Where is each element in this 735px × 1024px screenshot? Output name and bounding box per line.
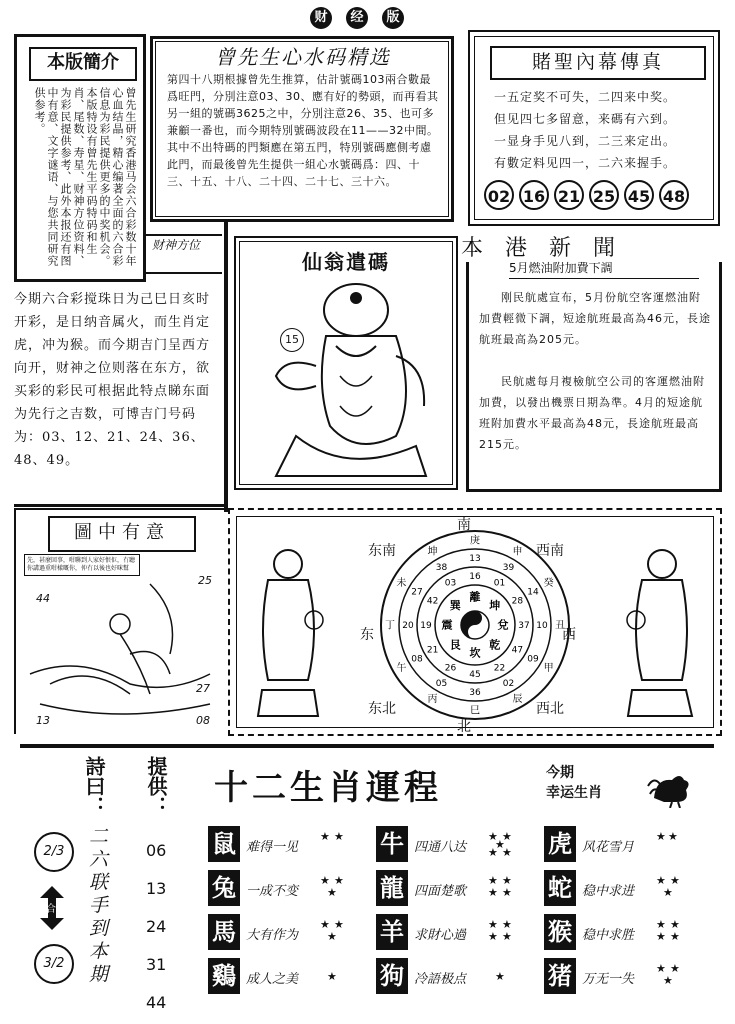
wheel-outer-label: 未 [396, 577, 407, 589]
wheel-trigram: 震 [441, 618, 453, 632]
zodiac-fortune: 一成不变 [246, 884, 299, 899]
zodiac-animal: 馬 [208, 914, 240, 950]
zodiac-fortune: 风花雪月 [582, 840, 635, 855]
zodiac-animal: 羊 [376, 914, 408, 950]
zodiac-fortune: 四通八达 [414, 840, 467, 855]
road-line: 但见四七多留意，来碼有六到。 [494, 112, 677, 126]
tuzhong-num: 08 [196, 714, 210, 727]
wheel-number: 39 [502, 563, 515, 573]
wheel-trigram: 坤 [489, 598, 501, 612]
tuzhong-num: 27 [196, 682, 210, 695]
star-icon: ★ [334, 918, 344, 931]
star-icon: ★ [488, 918, 498, 931]
intro-col: 生肖、尾数、寿星、财神方位 [72, 87, 98, 255]
star-icon: ★ [327, 886, 337, 899]
star-icon: ★ [488, 930, 498, 943]
intro-col: 资料、为彩民提供参考、 [59, 87, 85, 267]
wheel-outer-label: 申 [512, 546, 523, 558]
road-balls [484, 180, 694, 210]
zodiac-title: 十二生肖運程 [214, 768, 442, 808]
zeng-panel [150, 36, 454, 222]
zeng-body: 第四十八期根據曾先生推算，估計號碼103兩合數最爲旺門，分別注意03、30、應有好的勢頭，而再看其另一組的號碼3625之中，分別注意26、35、也可多兼顧一番也，而今期特別號碼波段在11——32中間。其中不出特碼的門類應在第五門，特別號碼應側考慮此門，而最後曾先生提供一組心水號碼爲：四、十三、十五、十八、二十四、二十七、三十六。 [167, 73, 439, 188]
zodiac-item [208, 826, 368, 866]
wheel-number: 19 [420, 621, 432, 631]
star-icon: ★ [327, 970, 337, 983]
zodiac-animal: 鼠 [208, 826, 240, 862]
wheel-trigram: 乾 [489, 638, 501, 652]
star-icon: ★ [502, 846, 512, 859]
zodiac-fortune: 求財心過 [414, 928, 467, 943]
immortal-number: 15 [280, 328, 304, 352]
zodiac-item [208, 870, 368, 910]
wheel-number: 37 [518, 621, 530, 631]
intro-col: 曾先生研究香港马会六合彩数十年 [124, 87, 137, 267]
poem-label-text: 詩曰： [82, 756, 106, 816]
poem-circle-2: 3/2 [34, 944, 74, 984]
he-arrow-icon [40, 886, 64, 930]
wheel-outer-label: 午 [396, 662, 407, 674]
news-subtitle: 5月燃油附加費下調 [509, 259, 699, 279]
zodiac-item [208, 914, 368, 954]
star-icon: ★ [670, 918, 680, 931]
wheel-number: 45 [469, 670, 481, 680]
tigong-num: 31 [146, 955, 167, 974]
divider [20, 744, 714, 748]
star-icon: ★ [663, 974, 673, 987]
wheel-number: 02 [502, 679, 515, 689]
wheel-outer-label: 甲 [543, 662, 554, 674]
dir-southeast: 东南 [368, 543, 396, 559]
star-icon: ★ [320, 918, 330, 931]
road-line: 有數定料见四一，二六来握手。 [494, 156, 677, 170]
star-icon: ★ [502, 918, 512, 931]
star-icon: ★ [656, 830, 666, 843]
star-icon: ★ [656, 918, 666, 931]
zodiac-animal: 兔 [208, 870, 240, 906]
wheel-number: 14 [527, 587, 539, 598]
star-icon: ★ [495, 970, 505, 983]
wheel-outer-label: 巳 [470, 705, 480, 717]
zodiac-item [544, 826, 704, 866]
figure-right-icon [616, 540, 702, 720]
wheel-trigram: 離 [469, 590, 481, 604]
wheel-outer-label: 丁 [385, 620, 395, 632]
star-icon: ★ [502, 930, 512, 943]
star-icon: ★ [320, 830, 330, 843]
zodiac-fortune: 大有作为 [246, 928, 299, 943]
header-char: 经 [346, 7, 368, 29]
xianweng-title: 仙翁遣碼 [302, 250, 390, 274]
zodiac-item [544, 958, 704, 998]
wheel-trigram: 兌 [497, 618, 509, 632]
tuzhong-title: 圖中有意 [48, 516, 196, 552]
star-icon: ★ [502, 830, 512, 843]
compass-panel [228, 508, 722, 736]
dir-west: 西 [562, 627, 576, 643]
wheel-number: 36 [469, 688, 481, 698]
intro-col: 供参考。 [33, 87, 46, 135]
tuzhong-panel [14, 508, 226, 734]
tigong-num: 44 [146, 993, 167, 1012]
header-char: 财 [310, 7, 332, 29]
xianweng-panel [234, 236, 458, 490]
zodiac-item [376, 826, 536, 866]
wheel-outer-label: 癸 [543, 577, 554, 589]
news-panel [461, 236, 722, 492]
zodiac-animal: 牛 [376, 826, 408, 862]
section-header [310, 6, 420, 28]
star-icon: ★ [656, 874, 666, 887]
star-icon: ★ [488, 874, 498, 887]
wheel-number: 16 [469, 572, 481, 582]
zodiac-item [544, 870, 704, 910]
caishen-label: 财神方位 [144, 234, 222, 274]
poem-line: 二六联手到本期 [86, 826, 108, 987]
zodiac-animal: 猴 [544, 914, 576, 950]
zodiac-animal: 猪 [544, 958, 576, 994]
wheel-number: 05 [435, 679, 448, 689]
star-icon: ★ [668, 830, 678, 843]
zodiac-fortune: 万无一失 [582, 972, 635, 987]
zeng-title: 曾先生心水码精选 [215, 45, 391, 69]
road-title: 賭聖內幕傳真 [490, 46, 706, 80]
wheel-number: 03 [444, 578, 457, 589]
intro-title: 本版簡介 [29, 47, 137, 81]
number-ball: 48 [659, 180, 689, 210]
news-p1: 刚民航處宣布，5月份航空客運燃油附加費輕微下調，短途航班最高為46元，長途航班最高為205元。 [479, 291, 711, 346]
intro-col: 息为彩民提供更多的中奖机会。 [98, 99, 111, 267]
dir-southwest: 西南 [536, 543, 564, 559]
wheel-trigram: 坎 [469, 646, 481, 660]
star-icon: ★ [320, 874, 330, 887]
number-ball: 45 [624, 180, 654, 210]
zodiac-fortune: 稳中求进 [582, 884, 635, 899]
zodiac-animal: 鷄 [208, 958, 240, 994]
zodiac-animal: 龍 [376, 870, 408, 906]
tigong-num: 13 [146, 879, 167, 898]
divider [14, 504, 224, 507]
wheel-number: 20 [402, 621, 414, 631]
tigong-num: 24 [146, 917, 167, 936]
zodiac-fortune: 四面楚歌 [414, 884, 467, 899]
intro-col: 本版特设有曾先生平码特码和 [85, 87, 98, 243]
intro-col: 心血结晶，精心编著全面的六合彩信 [98, 87, 124, 267]
he-char: 合 [46, 904, 56, 915]
wheel-number: 01 [493, 578, 506, 589]
star-icon: ★ [656, 930, 666, 943]
tuzhong-illustration [20, 574, 220, 724]
zodiac-item [376, 870, 536, 910]
star-icon: ★ [488, 830, 498, 843]
poem-label [80, 756, 114, 816]
number-ball: 16 [519, 180, 549, 210]
star-icon: ★ [670, 962, 680, 975]
tuzhong-num: 25 [198, 574, 212, 587]
wheel-outer-label: 庚 [470, 535, 480, 547]
wheel-outer-label: 丙 [427, 693, 438, 705]
wheel-number: 26 [444, 663, 457, 674]
dir-northeast: 东北 [368, 701, 396, 717]
star-icon: ★ [670, 874, 680, 887]
wheel-number: 08 [411, 654, 423, 665]
road-lines [494, 86, 704, 174]
wheel-trigram: 巽 [449, 598, 461, 612]
dir-north: 北 [457, 719, 471, 735]
wheel-number: 28 [511, 596, 524, 607]
number-ball: 02 [484, 180, 514, 210]
wheel-number: 42 [426, 596, 439, 607]
caishen-panel [14, 232, 224, 502]
road-line: 一显身手见八到，二三来定出。 [494, 134, 677, 148]
star-icon: ★ [488, 846, 498, 859]
star-icon: ★ [495, 838, 505, 851]
zodiac-fortune: 冷語极点 [414, 972, 467, 987]
zodiac-sub1: 今期 [546, 765, 574, 781]
zodiac-animal: 蛇 [544, 870, 576, 906]
dir-south: 南 [457, 517, 471, 533]
star-icon: ★ [502, 886, 512, 899]
dir-northwest: 西北 [536, 701, 564, 717]
star-icon: ★ [334, 874, 344, 887]
wheel-number: 21 [426, 645, 439, 656]
zodiac-fortune: 难得一见 [246, 840, 299, 855]
wheel-number: 13 [469, 554, 481, 564]
star-icon: ★ [334, 830, 344, 843]
road-line: 一五定奖不可失，二四来中奖。 [494, 90, 677, 104]
star-icon: ★ [656, 962, 666, 975]
tigong-num: 06 [146, 841, 167, 860]
header-char: 版 [382, 7, 404, 29]
wheel-number: 38 [435, 563, 448, 573]
wheel-outer-label: 辰 [512, 693, 523, 705]
zodiac-item [376, 958, 536, 998]
wheel-number: 27 [411, 587, 423, 598]
tuzhong-num: 13 [36, 714, 50, 727]
wheel-number: 09 [527, 654, 539, 665]
wheel-outer-label: 丑 [555, 620, 565, 632]
dir-east: 东 [360, 627, 374, 643]
zodiac-item [376, 914, 536, 954]
wheel-number: 10 [536, 621, 548, 631]
wheel-trigram: 艮 [449, 638, 461, 652]
divider-vertical [224, 222, 228, 512]
star-icon: ★ [670, 930, 680, 943]
number-ball: 25 [589, 180, 619, 210]
zodiac-animal: 虎 [544, 826, 576, 862]
tigong-nums [146, 832, 186, 1022]
road-panel [468, 30, 720, 226]
news-title: 本港新聞 [461, 231, 727, 262]
wheel-number: 47 [511, 645, 524, 656]
zodiac-item [544, 914, 704, 954]
intro-col: 此外本报还有图中有意、 [46, 87, 72, 267]
rooster-icon [646, 768, 696, 808]
zodiac-fortune: 成人之美 [246, 972, 299, 987]
star-icon: ★ [327, 930, 337, 943]
wheel-outer-label: 坤 [427, 546, 438, 558]
zodiac-animal: 狗 [376, 958, 408, 994]
immortal-illustration [256, 276, 436, 482]
star-icon: ★ [502, 874, 512, 887]
zodiac-sub2: 幸运生肖 [546, 785, 602, 801]
intro-col: 文字谜语、与您共同研究 [46, 135, 59, 267]
tuzhong-num: 44 [36, 592, 50, 605]
caishen-text: 今期六合彩搅珠日为己巳日亥时开彩，是日纳音属火，而生肖定虎，冲为猴。而今期吉门呈西方向开，财神之位则落在东方，欲买彩的彩民可根据此特点睇东面为先行之吉数，可博吉门号码为：03、12、21、24、36、48、49。 [14, 292, 211, 468]
star-icon: ★ [663, 886, 673, 899]
number-ball: 21 [554, 180, 584, 210]
poem-circle-1: 2/3 [34, 832, 74, 872]
star-icon: ★ [488, 886, 498, 899]
zodiac-item [208, 958, 368, 998]
wheel-number: 22 [493, 663, 506, 674]
zodiac-fortune: 稳中求胜 [582, 928, 635, 943]
tigong-label: 提供： [144, 756, 168, 816]
news-p2: 民航處每月複檢航空公司的客運燃油附加費，以發出機票日期為準。4月的短途航班附加費水平最高為48元，長途航班最高215元。 [479, 375, 705, 451]
figure-left-icon [248, 540, 334, 720]
speech-bubble: 先，甚麼回事，咁聯到人家好恨佢，冇聽你講過重咁樣嘅你，仲冇以後也好咪幫 [24, 554, 140, 576]
